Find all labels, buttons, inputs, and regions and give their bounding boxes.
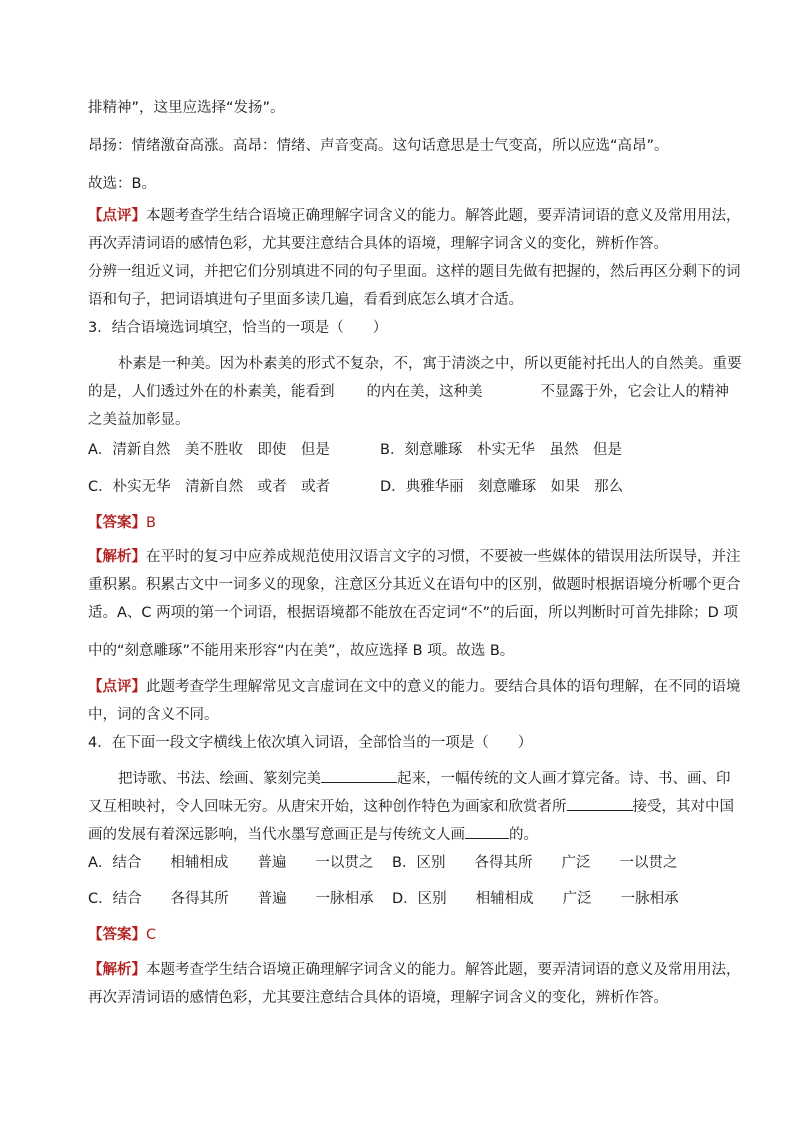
analysis-text: 在平时的复习中应养成规范使用汉语言文字的习惯，不要被一些媒体的错误用法所误导，并注 [146, 549, 741, 565]
text-line: 语和句子，把词语填进句子里面多读几遍，看看到底怎么填才合适。 [88, 292, 523, 308]
comment-paragraph [88, 677, 741, 697]
passage-line [88, 382, 728, 402]
analysis-paragraph [88, 547, 741, 567]
text-line: 分辨一组近义词，并把它们分别填进不同的句子里面。这样的题目先做有把握的，然后再区分剩下的词 [88, 264, 741, 280]
fill-blank [465, 824, 509, 839]
fill-blank [321, 768, 397, 783]
comment-tag: 【点评】 [88, 208, 146, 224]
passage-line: 朴素是一种美。因为朴素美的形式不复杂，不，寓于清淡之中，所以更能衬托出人的自然美。重要 [118, 356, 742, 372]
passage-line: 之美益加彰显。 [88, 412, 190, 428]
comment-text: 此题考查学生理解常见文言虚词在文中的意义的能力。要结合具体的语句理解，在不同的语境 [146, 679, 741, 695]
text-line: 适。A、C 两项的第一个词语，根据语境都不能放在否定词“不”的后面，所以判断时可首先排除；D 项 [88, 605, 738, 621]
text-line: 再次弄清词语的感情色彩，尤其要注意结合具体的语境，理解字词含义的变化，辨析作答。 [88, 990, 668, 1006]
comment-text: 本题考查学生结合语境正确理解字词含义的能力。解答此题，要弄清词语的意义及常用用法， [146, 208, 741, 224]
passage-segment: 不显露于外，它会让人的精神 [540, 384, 729, 400]
analysis-tag: 【解析】 [88, 962, 146, 978]
passage-segment: 的是，人们透过外在的朴素美，能看到 [88, 384, 335, 400]
answer-line [88, 925, 728, 945]
text-line: 故选：B。 [88, 176, 156, 192]
passage-segment: 又互相映衬，令人回味无穷。从唐宋开始，这种创作特色为画家和欣赏者所 [88, 799, 567, 815]
passage-segment: 的。 [509, 827, 538, 843]
comment-tag: 【点评】 [88, 679, 146, 695]
passage-segment: 画的发展有着深远影响，当代水墨写意画正是与传统文人画 [88, 827, 465, 843]
analysis-tag: 【解析】 [88, 549, 146, 565]
text-line: 重积累。积累古文中一词多义的现象，注意区分其近义在语句中的区别，做题时根据语境分析哪个更合 [88, 577, 741, 593]
answer-line [88, 513, 728, 533]
answer-value: B [146, 515, 156, 531]
passage-line [88, 796, 734, 817]
passage-line [118, 768, 758, 789]
question-stem: 4．在下面一段文字横线上依次填入词语，全部恰当的一项是（ ） [88, 735, 533, 751]
text-line: 中，词的含义不同。 [88, 707, 219, 723]
text-line: 中的“刻意雕琢”不能用来形容“内在美”，故应选择 B 项。故选 B。 [88, 643, 515, 659]
passage-segment: 接受，其对中国 [632, 799, 734, 815]
text-line: 昂扬：情绪激奋高涨。高昂：情绪、声音变高。这句话意思是士气变高，所以应选“高昂”。 [88, 138, 669, 154]
option-b: B．区别 各得其所 广泛 一以贯之 [392, 855, 678, 871]
fill-blank [567, 796, 633, 811]
option-a: A．结合 相辅相成 普遍 一以贯之 [88, 855, 374, 871]
option-c: C．朴实无华 清新自然 或者 或者 [88, 479, 331, 495]
passage-segment: 起来，一幅传统的文人画才算完备。诗、书、画、印 [397, 771, 731, 787]
analysis-paragraph [88, 960, 741, 980]
question-stem: 3．结合语境选词填空，恰当的一项是（ ） [88, 320, 388, 336]
answer-tag: 【答案】 [88, 927, 146, 943]
passage-segment: 的内在美，这种美 [366, 384, 483, 400]
option-d: D．区别 相辅相成 广泛 一脉相承 [392, 891, 679, 907]
option-a: A．清新自然 美不胜收 即使 但是 [88, 442, 330, 458]
comment-paragraph [88, 206, 741, 226]
text-line: 再次弄清词语的感情色彩，尤其要注意结合具体的语境，理解字词含义的变化，辨析作答。 [88, 236, 668, 252]
option-d: D．典雅华丽 刻意雕琢 如果 那么 [380, 479, 624, 495]
option-c: C．结合 各得其所 普遍 一脉相承 [88, 891, 374, 907]
answer-tag: 【答案】 [88, 515, 146, 531]
option-b: B．刻意雕琢 朴实无华 虽然 但是 [380, 442, 622, 458]
analysis-text: 本题考查学生结合语境正确理解字词含义的能力。解答此题，要弄清词语的意义及常用用法， [146, 962, 741, 978]
passage-segment: 把诗歌、书法、绘画、篆刻完美 [118, 771, 321, 787]
answer-value: C [146, 927, 157, 943]
passage-line [88, 824, 728, 845]
text-line: 排精神”，这里应选择“发扬”。 [88, 100, 285, 116]
